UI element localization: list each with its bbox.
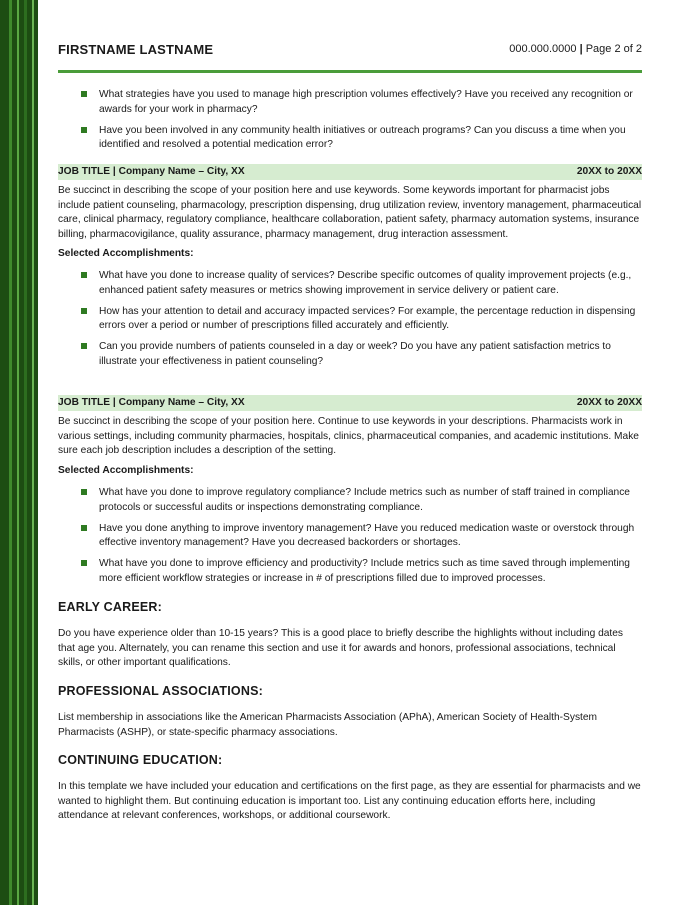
phone-number: 000.000.0000	[509, 43, 577, 55]
job-title: JOB TITLE | Company Name – City, XX	[58, 397, 245, 408]
continuing-education-text: In this template we have included your education and certifications on the first page, as they are essential for pharmacists and we wanted to highlight them. But continuing education is important too. List any continuing education efforts here, including attendance at relevant conferences, workshops, or additional coursework.	[58, 781, 641, 821]
header-rule	[58, 70, 642, 73]
list-item: How has your attention to detail and accuracy impacted services? For example, the percentage reduction in dispensing errors over a period or number of prescriptions filled accurately and efficiently.	[58, 305, 642, 334]
job-title: JOB TITLE | Company Name – City, XX	[58, 166, 245, 177]
accomplishments-label: Selected Accomplishments:	[58, 248, 194, 259]
bullet-square-icon	[81, 308, 87, 314]
bullet-square-icon	[81, 489, 87, 495]
list-item: Have you been involved in any community health initiatives or outreach programs? Can you discuss a time when you identified and resolved a potential medication error?	[58, 124, 642, 153]
accomplishments-list	[58, 486, 642, 593]
candidate-name: FIRSTNAME LASTNAME	[58, 42, 214, 57]
bullet-square-icon	[81, 272, 87, 278]
section-heading-continuing-education: CONTINUING EDUCATION:	[58, 753, 223, 767]
bullet-square-icon	[81, 91, 87, 97]
sidebar-stripe	[17, 0, 19, 905]
list-item: Can you provide numbers of patients counseled in a day or week? Do you have any patient satisfaction metrics to illustrate your effectiveness in patient counseling?	[58, 340, 642, 369]
bullet-square-icon	[81, 525, 87, 531]
job-dates: 20XX to 20XX	[576, 397, 642, 408]
bullet-square-icon	[81, 343, 87, 349]
job-dates: 20XX to 20XX	[576, 166, 642, 177]
job-title-bar	[58, 164, 642, 180]
accomplishments-list	[58, 269, 642, 376]
list-item: What have you done to improve regulatory compliance? Include metrics such as number of staff trained in compliance protocols or successful audits or inspections demonstrating compliance.	[58, 486, 642, 515]
job-title-bar	[58, 395, 642, 411]
list-item: Have you done anything to improve inventory management? Have you reduced medication waste or overstock through effective inventory management? Have you decreased backorders or shortages.	[58, 522, 642, 551]
intro-bullet-list	[58, 88, 642, 159]
list-item: What have you done to improve efficiency and productivity? Include metrics such as time saved through implementing more efficient workflow strategies or increase in # of prescriptions filled due to improved processes.	[58, 557, 642, 586]
list-item: What strategies have you used to manage high prescription volumes effectively? Have you received any recognition or awards for your work in pharmacy?	[58, 88, 642, 117]
decorative-sidebar	[0, 0, 38, 905]
section-heading-professional-associations: PROFESSIONAL ASSOCIATIONS:	[58, 684, 263, 698]
separator: |	[579, 43, 583, 55]
sidebar-stripe	[24, 0, 27, 905]
bullet-square-icon	[81, 560, 87, 566]
job-description: Be succinct in describing the scope of your position here and use keywords. Some keywords important for pharmacist jobs include patient counseling, pharmacology, prescription dispensing, drug utilization review, inventory management, pharmaceutical care, clinical pharmacy, regulatory compliance, healthcare collaboration, patient safety, pharmacy automation systems, insurance billing, pharmacovigilance, quality assurance, pharmacy management, drug interaction assessment.	[58, 185, 642, 240]
sidebar-stripe	[9, 0, 12, 905]
early-career-text: Do you have experience older than 10-15 years? This is a good place to briefly describe the highlights without including dates that age you. Alternately, you can rename this section and use it for awards and honors, professional associations, technical skills, or other important qualifications.	[58, 628, 623, 668]
accomplishments-label: Selected Accomplishments:	[58, 465, 194, 476]
bullet-square-icon	[81, 127, 87, 133]
professional-associations-text: List membership in associations like the American Pharmacists Association (APhA), American Society of Health-System Pharmacists (ASHP), or state-specific pharmacy associations.	[58, 712, 598, 738]
list-item: What have you done to increase quality of services? Describe specific outcomes of quality improvement projects (e.g., enhanced patient safety measures or metrics showing improvement in service delivery or patient care.	[58, 269, 642, 298]
contact-info	[509, 43, 642, 55]
sidebar-stripe	[32, 0, 34, 905]
job-description: Be succinct in describing the scope of your position here. Continue to use keywords in your descriptions. Pharmacists work in various settings, including community pharmacies, hospitals, clinics, pharmaceutical companies, and academic institutions. Make sure each job description includes a description of the setting.	[58, 416, 639, 456]
section-heading-early-career: EARLY CAREER:	[58, 600, 163, 614]
page-header	[58, 42, 642, 62]
page-number: Page 2 of 2	[585, 43, 642, 55]
